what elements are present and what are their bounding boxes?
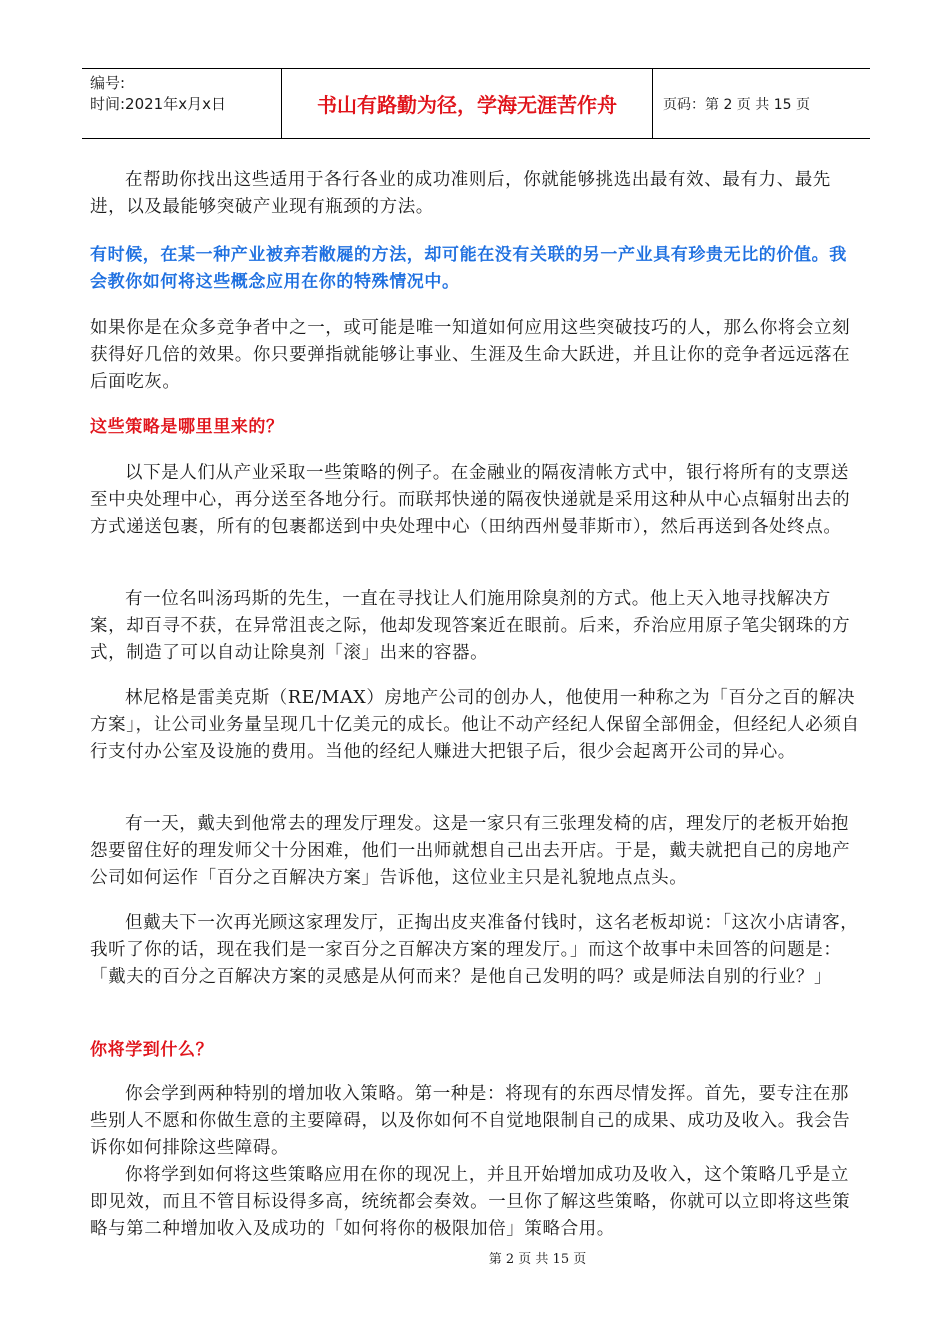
- number-label: 编号:: [90, 74, 126, 92]
- paragraph-6: 有一位名叫汤玛斯的先生，一直在寻找让人们施用除臭剂的方式。他上天入地寻找解决方案，却百寻不获，在异常沮丧之际，他却发现答案近在眼前。后来，乔治应用原子笔尖钢珠的方式，制造了可以自动让除臭剂「滚」出来的容器。: [90, 589, 851, 663]
- page-footer: 第 2 页 共 15 页: [488, 1252, 587, 1267]
- paragraph-3: 如果你是在众多竞争者中之一，或可能是唯一知道如何应用这些突破技巧的人，那么你将会立刻获得好几倍的效果。你只要弹指就能够让事业、生涯及生命大跃进，并且让你的竞争者远远落在后面吃灰。: [90, 318, 851, 392]
- paragraph-11: 你会学到两种特别的增加收入策略。第一种是：将现有的东西尽情发挥。首先，要专注在那些别人不愿和你做生意的主要障碍，以及你如何不自觉地限制自己的成果、成功及收入。我会告诉你如何排除这些障碍。: [90, 1084, 851, 1158]
- page-header: [82, 68, 870, 139]
- paragraph-7-block: [90, 685, 860, 766]
- paragraph-8-block: [90, 811, 860, 892]
- paragraph-9: 但戴夫下一次再光顾这家理发厅，正掏出皮夹准备付钱时，这名老板却说：「这次小店请客，我听了你的话，现在我们是一家百分之百解决方案的理发厅。」而这个故事中未回答的问题是：「戴夫的百分之百解决方案的灵感是从何而来？是他自己发明的吗？或是师法自别的行业？」: [90, 913, 859, 987]
- paragraph-11-block: [90, 1081, 860, 1243]
- paragraph-5: 以下是人们从产业采取一些策略的例子。在金融业的隔夜清帐方式中，银行将所有的支票送至中央处理中心，再分送至各地分行。而联邦快递的隔夜快递就是采用这种从中心点辐射出去的方式递送包裹，所有的包裹都送到中央处理中心（田纳西州曼菲斯市），然后再送到各处终点。: [90, 463, 851, 537]
- paragraph-8: 有一天，戴夫到他常去的理发厅理发。这是一家只有三张理发椅的店，理发厅的老板开始抱怨要留住好的理发师父十分困难，他们一出师就想自己出去开店。于是，戴夫就把自己的房地产公司如何运作「百分之百解决方案」告诉他，这位业主只是礼貌地点点头。: [90, 814, 851, 888]
- paragraph-5-block: [90, 460, 860, 541]
- highlight-paragraph: 有时候，在某一种产业被弃若敝屣的方法，却可能在没有关联的另一产业具有珍贵无比的价值。我会教你如何将这些概念应用在你的特殊情况中。: [90, 245, 847, 292]
- time-label: 时间:2021年x月x日: [90, 95, 226, 113]
- header-page-number: 页码：第 2 页 共 15 页: [663, 96, 810, 113]
- section-heading-origin: 这些策略是哪里里来的？: [90, 417, 284, 437]
- paragraph-3-block: [90, 315, 860, 396]
- header-meta: [82, 69, 282, 138]
- section-heading-1-block: [90, 414, 860, 441]
- paragraph-12: 你将学到如何将这些策略应用在你的现况上，并且开始增加成功及收入，这个策略几乎是立即见效，而且不管目标设得多高，统统都会奏效。一旦你了解这些策略，你就可以立即将这些策略与第二种增加收入及成功的「如何将你的极限加倍」策略合用。: [90, 1165, 851, 1239]
- paragraph-1-block: [90, 167, 860, 221]
- header-motto: 书山有路勤为径，学海无涯苦作舟: [282, 69, 653, 138]
- paragraph-6-block: [90, 586, 860, 667]
- paragraph-7: 林尼格是雷美克斯（RE/MAX）房地产公司的创办人，他使用一种称之为「百分之百的解决方案」，让公司业务量呈现几十亿美元的成长。他让不动产经纪人保留全部佣金，但经纪人必须自行支付办公室及设施的费用。当他的经纪人赚进大把银子后，很少会起离开公司的异心。: [90, 688, 860, 762]
- highlight-block: [90, 242, 860, 296]
- paragraph-9-block: [90, 910, 860, 991]
- paragraph-1: 在帮助你找出这些适用于各行各业的成功准则后，你就能够挑选出最有效、最有力、最先进，以及最能够突破产业现有瓶颈的方法。: [90, 170, 831, 217]
- section-heading-2-block: [90, 1037, 860, 1064]
- section-heading-learn: 你将学到什么？: [90, 1040, 214, 1060]
